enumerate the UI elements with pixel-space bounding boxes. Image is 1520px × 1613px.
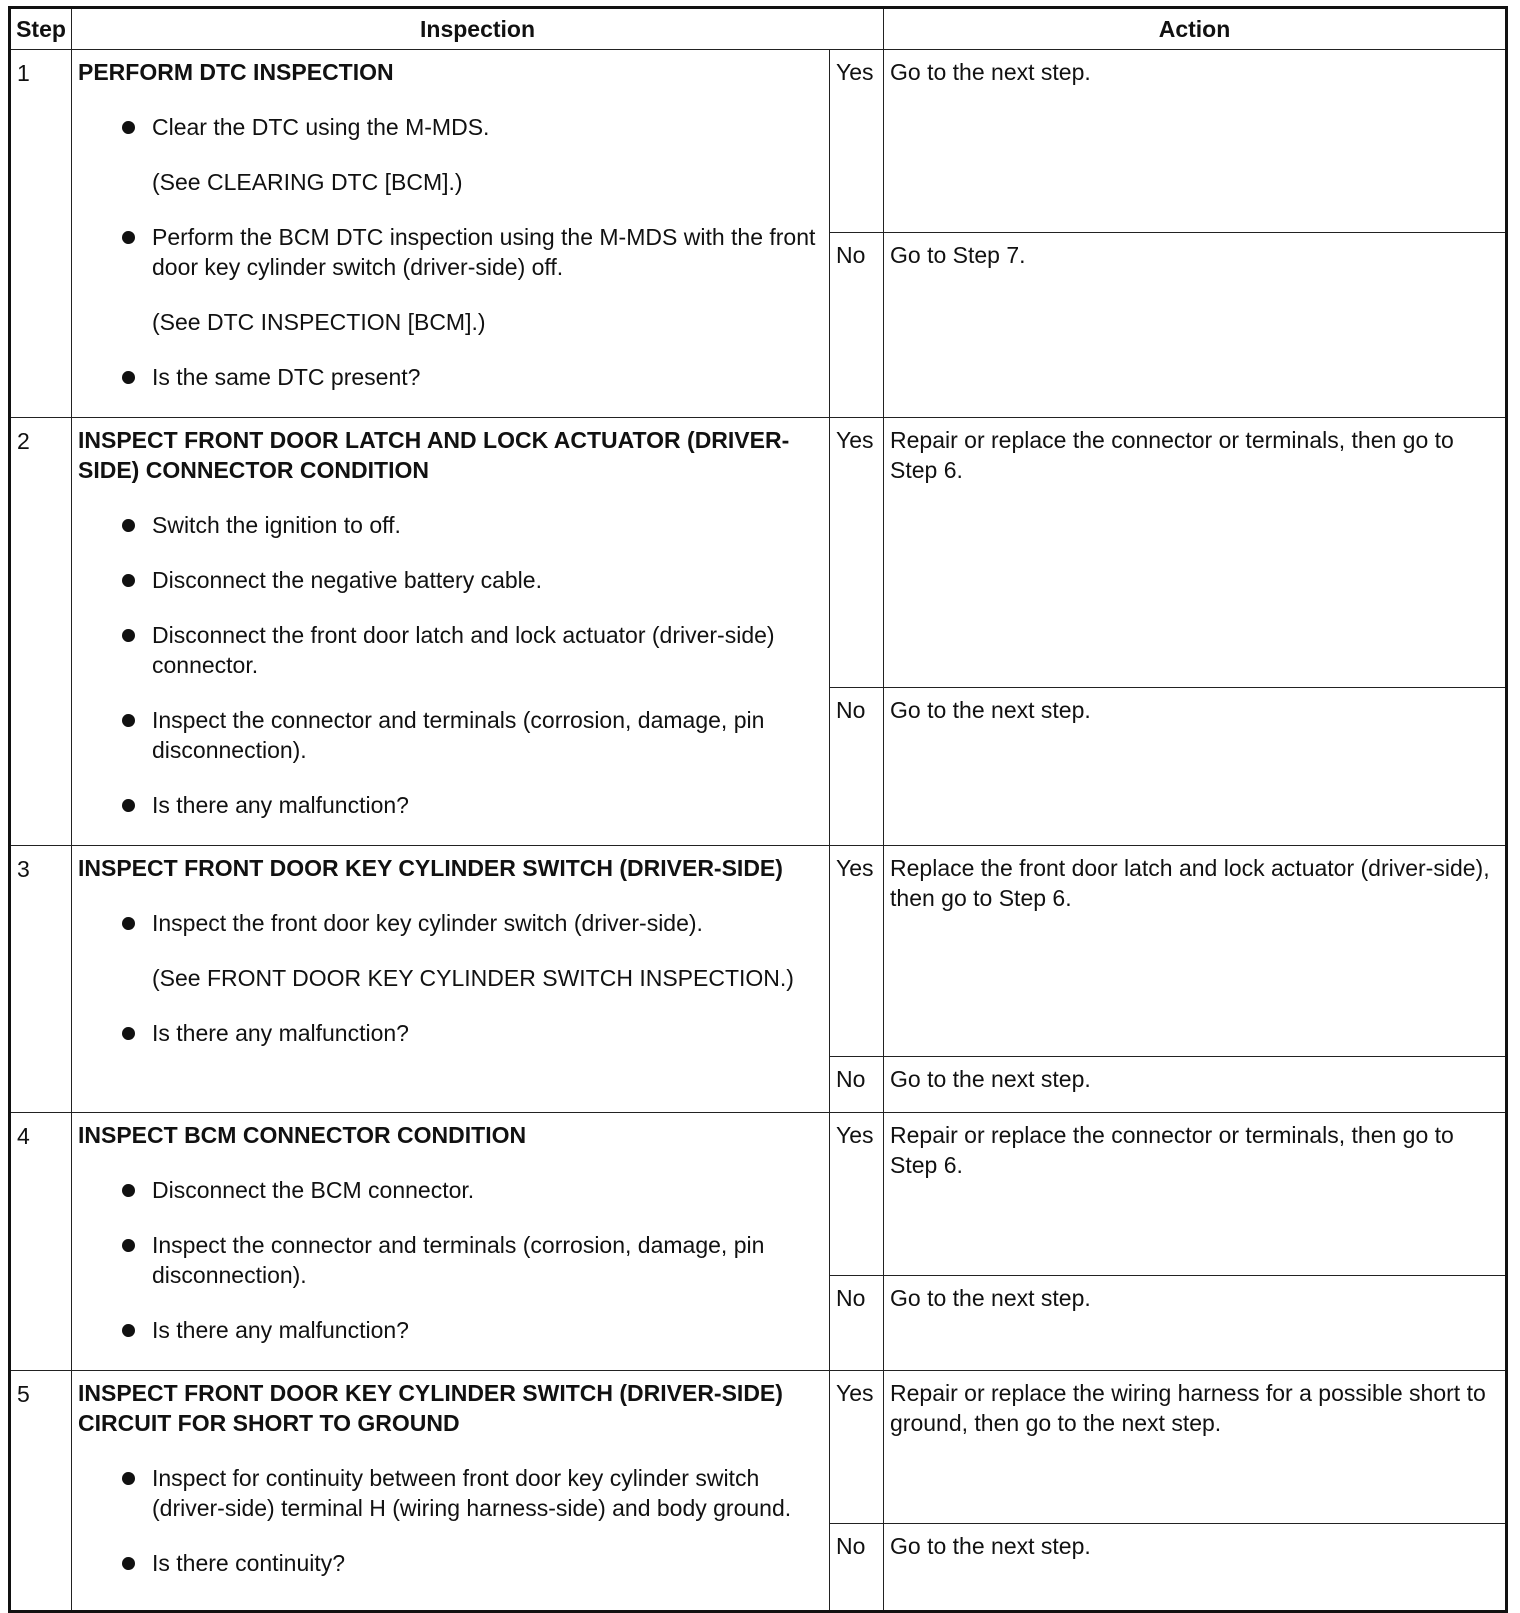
- inspection-title: INSPECT FRONT DOOR LATCH AND LOCK ACTUATOR (DRIVER-SIDE) CONNECTOR CONDITION: [78, 427, 790, 483]
- inspection-title: INSPECT FRONT DOOR KEY CYLINDER SWITCH (DRIVER-SIDE) CIRCUIT FOR SHORT TO GROUND: [78, 1380, 783, 1436]
- action-yes: Repair or replace the connector or terminals, then go to Step 6.: [884, 418, 1507, 688]
- header-row: [10, 8, 1507, 50]
- inspection-title: PERFORM DTC INSPECTION: [78, 59, 394, 85]
- bullet-item: Is there any malfunction?: [78, 790, 819, 820]
- action-no: Go to the next step.: [884, 688, 1507, 846]
- action-yes: Replace the front door latch and lock actuator (driver-side), then go to Step 6.: [884, 846, 1507, 1057]
- result-no: No: [830, 233, 884, 418]
- inspection-title: INSPECT FRONT DOOR KEY CYLINDER SWITCH (DRIVER-SIDE): [78, 855, 783, 881]
- inspection-cell: [72, 1113, 830, 1371]
- result-yes: Yes: [830, 846, 884, 1057]
- bullet-item: Is there any malfunction?: [78, 1018, 819, 1048]
- step-number: 2: [10, 418, 72, 846]
- bullet-item: Perform the BCM DTC inspection using the M-MDS with the front door key cylinder switch (driver-side) off.: [78, 222, 819, 282]
- header-action: Action: [884, 8, 1507, 50]
- table-row: [10, 50, 1507, 233]
- step-number: 4: [10, 1113, 72, 1371]
- bullet-item: Is there continuity?: [78, 1548, 819, 1578]
- bullet-item: Inspect for continuity between front door key cylinder switch (driver-side) terminal H (wiring harness-side) and body ground.: [78, 1463, 819, 1523]
- bullet-item: Inspect the connector and terminals (corrosion, damage, pin disconnection).: [78, 1230, 819, 1290]
- inspection-cell: [72, 1371, 830, 1612]
- reference-note: (See FRONT DOOR KEY CYLINDER SWITCH INSPECTION.): [152, 965, 794, 991]
- bullet-item: Inspect the connector and terminals (corrosion, damage, pin disconnection).: [78, 705, 819, 765]
- action-yes: Repair or replace the wiring harness for a possible short to ground, then go to the next step.: [884, 1371, 1507, 1524]
- table-row: [10, 1113, 1507, 1276]
- action-no: Go to the next step.: [884, 1524, 1507, 1612]
- result-no: No: [830, 1524, 884, 1612]
- action-no: Go to the next step.: [884, 1276, 1507, 1371]
- inspection-cell: [72, 846, 830, 1113]
- bullet-item: Is there any malfunction?: [78, 1315, 819, 1345]
- table-row: [10, 846, 1507, 1057]
- result-yes: Yes: [830, 1371, 884, 1524]
- action-no: Go to the next step.: [884, 1057, 1507, 1113]
- result-yes: Yes: [830, 418, 884, 688]
- result-no: No: [830, 688, 884, 846]
- bullet-item: Is the same DTC present?: [78, 362, 819, 392]
- header-inspection: Inspection: [72, 8, 884, 50]
- bullet-item: Disconnect the negative battery cable.: [78, 565, 819, 595]
- inspection-cell: [72, 418, 830, 846]
- troubleshooting-table: [8, 6, 1508, 1613]
- step-number: 1: [10, 50, 72, 418]
- header-step: Step: [10, 8, 72, 50]
- bullet-item: Inspect the front door key cylinder switch (driver-side).: [78, 908, 819, 938]
- action-no: Go to Step 7.: [884, 233, 1507, 418]
- bullet-item: Disconnect the BCM connector.: [78, 1175, 819, 1205]
- step-number: 3: [10, 846, 72, 1113]
- result-no: No: [830, 1276, 884, 1371]
- table-row: [10, 418, 1507, 688]
- reference-note: (See CLEARING DTC [BCM].): [152, 169, 463, 195]
- table-row: [10, 1371, 1507, 1524]
- result-yes: Yes: [830, 1113, 884, 1276]
- inspection-cell: [72, 50, 830, 418]
- bullet-item: Switch the ignition to off.: [78, 510, 819, 540]
- result-no: No: [830, 1057, 884, 1113]
- inspection-title: INSPECT BCM CONNECTOR CONDITION: [78, 1122, 527, 1148]
- bullet-item: Disconnect the front door latch and lock actuator (driver-side) connector.: [78, 620, 819, 680]
- step-number: 5: [10, 1371, 72, 1612]
- reference-note: (See DTC INSPECTION [BCM].): [152, 309, 486, 335]
- action-yes: Repair or replace the connector or terminals, then go to Step 6.: [884, 1113, 1507, 1276]
- action-yes: Go to the next step.: [884, 50, 1507, 233]
- result-yes: Yes: [830, 50, 884, 233]
- bullet-item: Clear the DTC using the M-MDS.: [78, 112, 819, 142]
- table-body: [10, 50, 1507, 1612]
